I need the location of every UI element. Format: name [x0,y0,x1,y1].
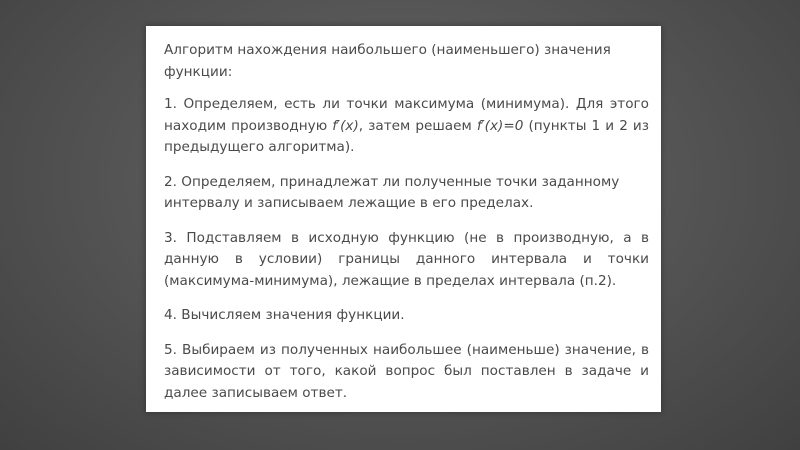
step-5-text: 5. Выбираем из полученных наибольшее (наименьше) значение, в зависимости от того, какой вопрос был поставлен в задаче и далее записываем ответ. [164,341,649,401]
step-3-text: 3. Подставляем в исходную функцию (не в производную, а в данную в условии) границы данного интервала и точки (максимума-минимума), лежащие в пределах интервала (п.2). [164,229,649,289]
derivative-formula: f′(x) [332,117,359,134]
step-1-part-a: 1. Определяем, есть ли точки максимума (минимума). Для этого находим производную [164,96,649,134]
derivative-equation: f′(x)=0 [476,117,524,134]
algorithm-title: Алгоритм нахождения наибольшего (наименьшего) значения функции: [164,42,611,80]
step-1-part-b: , затем решаем [358,117,477,134]
step-2-text: 2. Определяем, принадлежат ли полученные точки заданному интервалу и записываем лежащие в его пределах. [164,173,620,211]
step-4-text: 4. Вычисляем значения функции. [164,307,405,323]
step-1-text [164,94,649,159]
text-panel [146,26,661,412]
step-1-part-c: (пункты 1 и 2 из предыдущего алгоритма). [164,117,649,155]
